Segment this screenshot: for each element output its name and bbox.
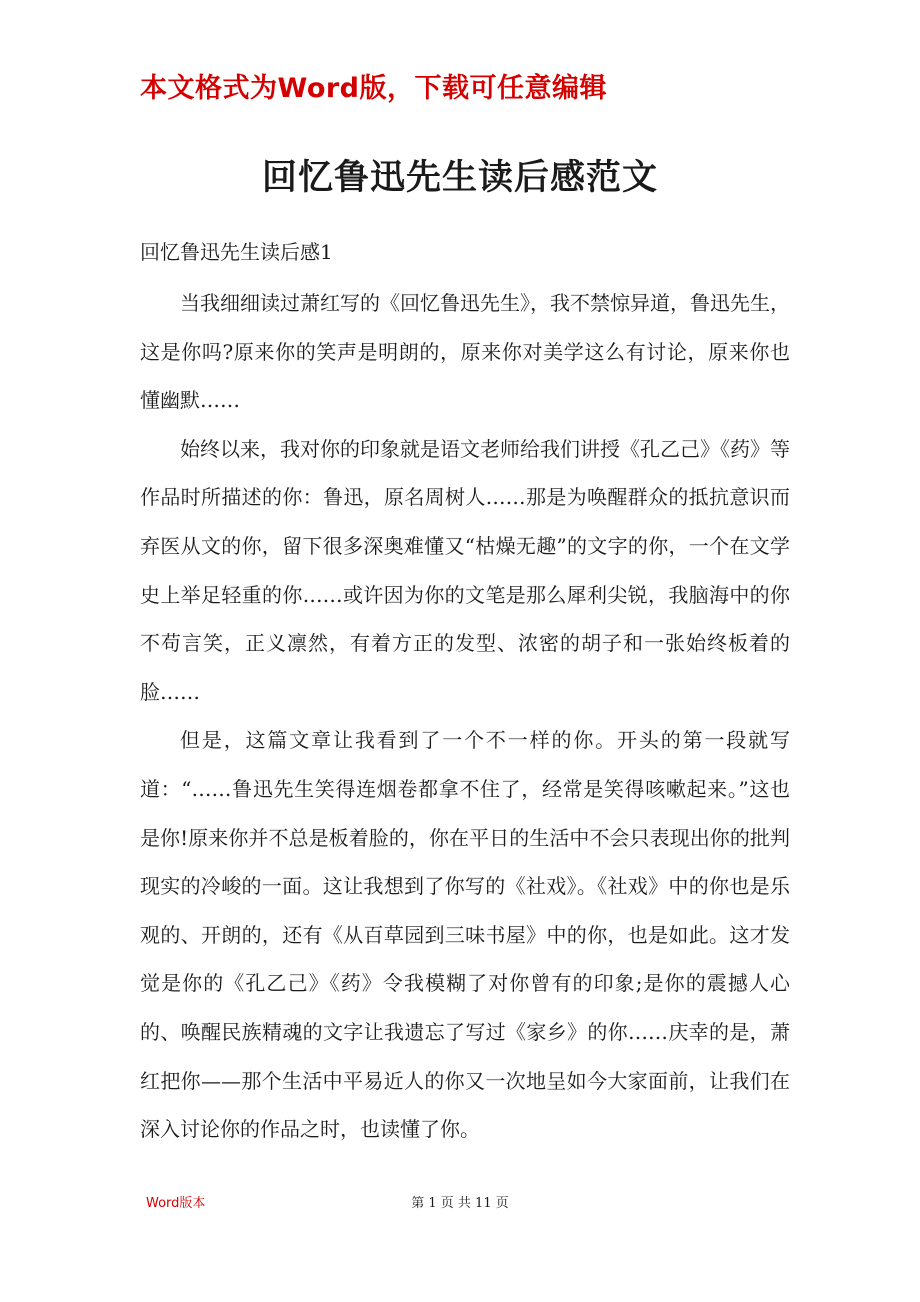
- footer-word-version: Word版本: [146, 1196, 206, 1211]
- paragraph-2: 始终以来，我对你的印象就是语文老师给我们讲授《孔乙己》《药》等作品时所描述的你：鲁迅，原名周树人……那是为唤醒群众的抵抗意识而弃医从文的你，留下很多深奥难懂又“枯燥无趣”的文字的你，一个在文学史上举足轻重的你……或许因为你的文笔是那么犀利尖锐，我脑海中的你不苟言笑，正义凛然，有着方正的发型、浓密的胡子和一张始终板着的脸……: [140, 436, 790, 704]
- section-heading: 回忆鲁迅先生读后感1: [140, 240, 333, 264]
- paragraph-1: 当我细细读过萧红写的《回忆鲁迅先生》，我不禁惊异道，鲁迅先生，这是你吗?原来你的笑声是明朗的，原来你对美学这么有讨论，原来你也懂幽默……: [140, 291, 790, 413]
- document-body: [140, 279, 790, 1154]
- document-title: 回忆鲁迅先生读后感范文: [261, 157, 658, 198]
- word-format-banner: 本文格式为Word版，下载可任意编辑: [140, 73, 608, 104]
- footer-page-number: 第 1 页 共 11 页: [411, 1196, 509, 1211]
- paragraph-3: 但是，这篇文章让我看到了一个不一样的你。开头的第一段就写道：“……鲁迅先生笑得连烟卷都拿不住了，经常是笑得咳嗽起来。”这也是你!原来你并不总是板着脸的，你在平日的生活中不会只表现出你的批判现实的冷峻的一面。这让我想到了你写的《社戏》。《社戏》中的你也是乐观的、开朗的，还有《从百草园到三味书屋》中的你，也是如此。这才发觉是你的《孔乙己》《药》令我模糊了对你曾有的印象;是你的震撼人心的、唤醒民族精魂的文字让我遗忘了写过《家乡》的你……庆幸的是，萧红把你——那个生活中平易近人的你又一次地呈如今大家面前，让我们在深入讨论你的作品之时，也读懂了你。: [140, 728, 790, 1142]
